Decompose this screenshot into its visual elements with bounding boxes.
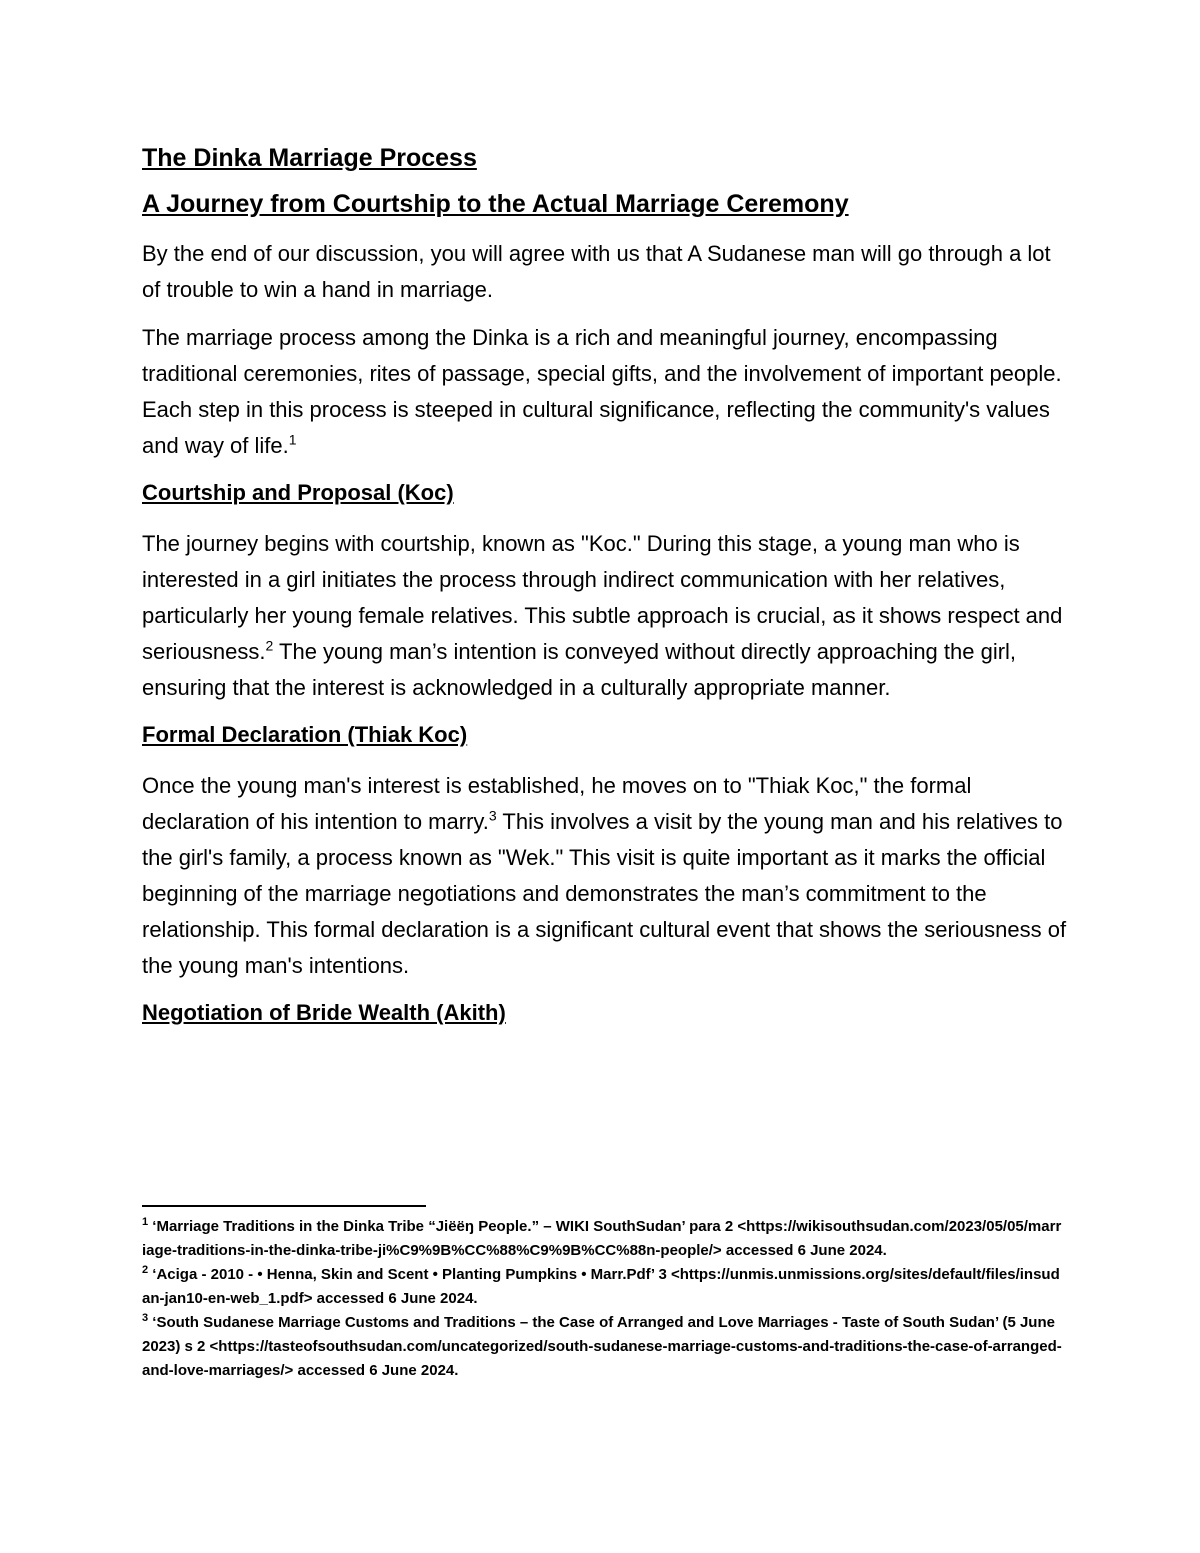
intro-paragraph-2-text: The marriage process among the Dinka is a rich and meaningful journey, encompassing traditional ceremonies, rites of passage, special gifts, and the involvement of important people. Each step in this process is steeped in cultural significance, reflecting the community's values and way of life. [142, 325, 1062, 458]
section-paragraph-courtship [142, 526, 1067, 706]
footnote-number-2: 2 [142, 1264, 149, 1276]
document-title: The Dinka Marriage Process [142, 144, 477, 172]
footnote-2 [142, 1263, 1062, 1311]
section-heading-bride-wealth: Negotiation of Bride Wealth (Akith) [142, 1000, 506, 1025]
footnote-ref-3[interactable]: 3 [488, 807, 497, 824]
footnote-1 [142, 1215, 1062, 1263]
footnotes [142, 1205, 1062, 1383]
footnote-3 [142, 1311, 1062, 1383]
footnote-number-3: 3 [142, 1312, 149, 1324]
section-heading-formal-declaration: Formal Declaration (Thiak Koc) [142, 722, 468, 747]
footnote-1-text[interactable]: ‘Marriage Traditions in the Dinka Tribe “Jiëëŋ People.” – WIKI SouthSudan’ para 2 <https://wikisouthsudan.com/2023/05/05/marriage-traditions-in-the-dinka-tribe-ji%C9%9B%CC%88%C9%9B%CC%88n-people/> accessed 6 June 2024. [142, 1218, 1062, 1259]
intro-paragraph-1: By the end of our discussion, you will agree with us that A Sudanese man will go through a lot of trouble to win a hand in marriage. [142, 241, 1051, 302]
footnote-ref-1[interactable]: 1 [288, 431, 297, 448]
document-body [142, 140, 1067, 1046]
footnote-ref-2[interactable]: 2 [265, 637, 274, 654]
footnote-3-text[interactable]: ‘South Sudanese Marriage Customs and Traditions – the Case of Arranged and Love Marriages - Taste of South Sudan’ (5 June 2023) s 2 <https://tasteofsouthsudan.com/uncategorized/south-sudanese-marriage-customs-and-traditions-the-case-of-arranged-and-love-marriages/> accessed 6 June 2024. [142, 1314, 1062, 1379]
section-paragraph-formal-declaration [142, 768, 1067, 984]
courtship-text-b: The young man’s intention is conveyed without directly approaching the girl, ensuring that the interest is acknowledged in a culturally appropriate manner. [142, 639, 1017, 700]
courtship-text-a: The journey begins with courtship, known as "Koc." During this stage, a young man who is interested in a girl initiates the process through indirect communication with her relatives, particularly her young female relatives. This subtle approach is crucial, as it shows respect and seriousness. [142, 531, 1063, 664]
intro-paragraph-2 [142, 320, 1067, 464]
footnote-2-text[interactable]: ‘Aciga - 2010 - • Henna, Skin and Scent • Planting Pumpkins • Marr.Pdf’ 3 <https://unmis.unmissions.org/sites/default/files/insudan-jan10-en-web_1.pdf> accessed 6 June 2024. [142, 1266, 1060, 1307]
declaration-text-a: Once the young man's interest is established, he moves on to "Thiak Koc," the formal declaration of his intention to marry. [142, 773, 972, 834]
footnote-number-1: 1 [142, 1216, 149, 1228]
declaration-text-b: This involves a visit by the young man and his relatives to the girl's family, a process known as "Wek." This visit is quite important as it marks the official beginning of the marriage negotiations and demonstrates the man’s commitment to the relationship. This formal declaration is a significant cultural event that shows the seriousness of the young man's intentions. [142, 809, 1067, 978]
footnote-separator [142, 1205, 426, 1207]
document-subtitle: A Journey from Courtship to the Actual Marriage Ceremony [142, 190, 849, 218]
section-heading-courtship: Courtship and Proposal (Koc) [142, 480, 454, 505]
